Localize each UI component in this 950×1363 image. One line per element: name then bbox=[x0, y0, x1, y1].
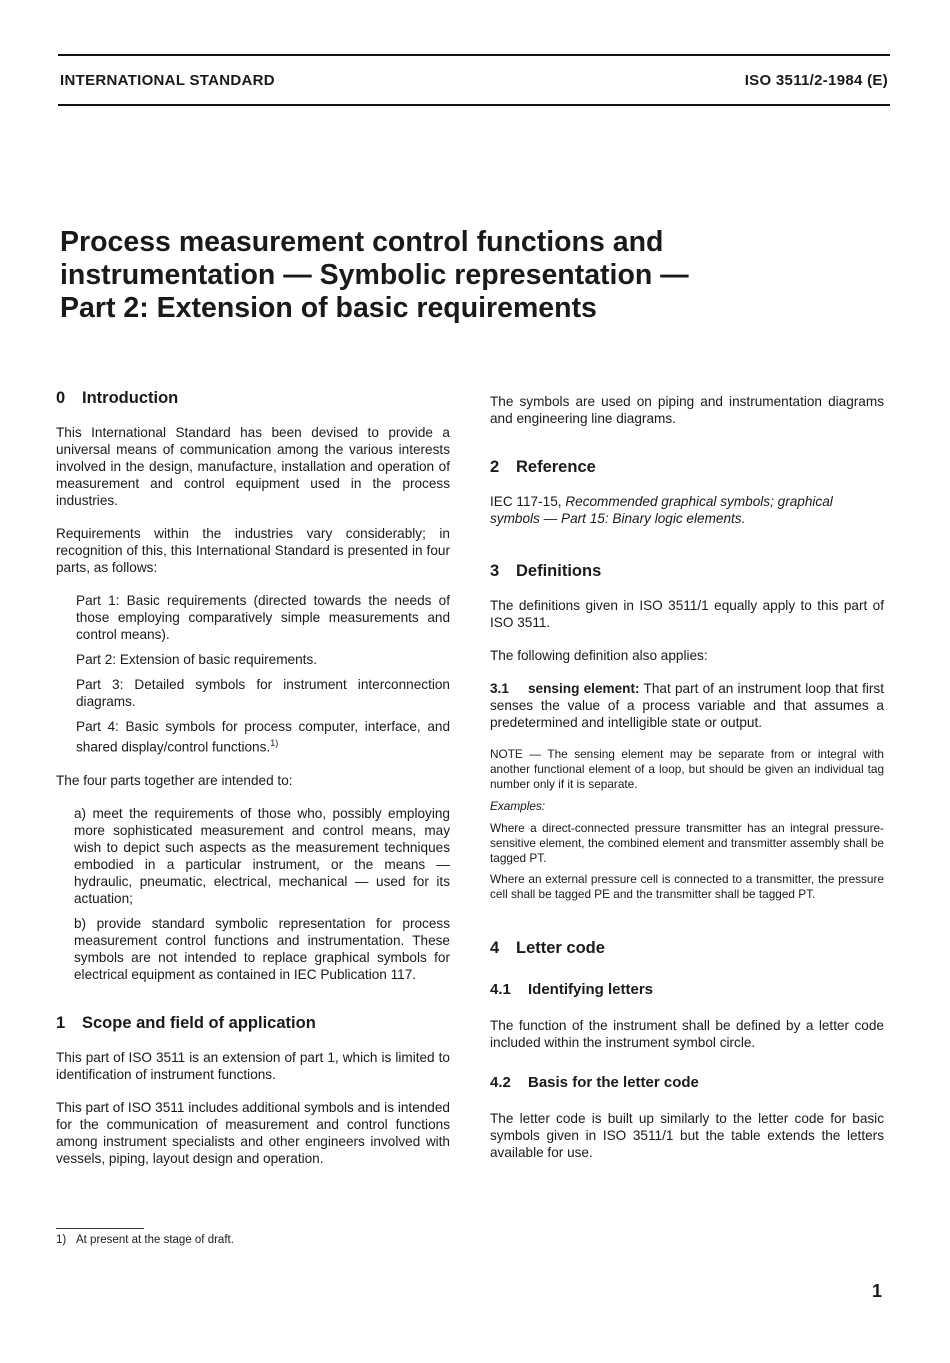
definition-note: NOTE — The sensing element may be separate from or integral with another functional element of a loop, but should be given an individual tag number only if it is separate. bbox=[490, 747, 884, 791]
letter-code-paragraph: The letter code is built up similarly to the letter code for basic symbols given in ISO 3511/1 but the table extends the letters available for use. bbox=[490, 1111, 884, 1160]
definition-term: sensing element: bbox=[528, 681, 640, 696]
example-1: Where a direct-connected pressure transmitter has an integral pressure-sensitive element, the combined element and transmitter assembly shall be tagged PT. bbox=[490, 821, 884, 865]
section-2-heading: 2 Reference bbox=[490, 458, 596, 476]
intro-paragraph-3: The four parts together are intended to: bbox=[56, 772, 293, 788]
section-4-heading: 4 Letter code bbox=[490, 939, 605, 957]
list-item-b: b) provide standard symbolic representation for process measurement control functions and instrumentation. These symbols are not intended to replace graphical symbols for electrical equipment as contained in IEC Publication 117. bbox=[74, 915, 450, 982]
section-0-heading: 0 Introduction bbox=[56, 389, 179, 407]
page-number: 1 bbox=[871, 1281, 882, 1301]
list-item-a: a) meet the requirements of those who, possibly employing more sophisticated measurement and control means, may wish to depict such aspects as the measurement techniques embodied in a particular instrument, or the means — hydraulic, pneumatic, electrical, mechanical — used for its actuation; bbox=[74, 805, 450, 906]
intro-paragraph-2: Requirements within the industries vary considerably; in recognition of this, this International Standard is presented in four parts, as follows: bbox=[56, 526, 450, 575]
left-column bbox=[56, 388, 450, 1167]
header-top-rule bbox=[58, 54, 890, 56]
part-2-item: Part 2: Extension of basic requirements. bbox=[76, 652, 318, 667]
section-4-1-heading: 4.1 Identifying letters bbox=[490, 981, 654, 998]
title-line-3: Part 2: Extension of basic requirements bbox=[60, 292, 597, 324]
examples-label: Examples: bbox=[490, 799, 546, 813]
section-4-2-heading: 4.2 Basis for the letter code bbox=[490, 1074, 699, 1091]
right-column bbox=[490, 393, 884, 1161]
symbols-usage-paragraph: The symbols are used on piping and instrumentation diagrams and engineering line diagrams. bbox=[490, 394, 884, 426]
reference-title: Recommended graphical symbols; graphical symbols — Part 15: Binary logic elements. bbox=[490, 494, 833, 526]
part-1-item: Part 1: Basic requirements (directed towards the needs of those employing comparatively simple measurements and control means). bbox=[76, 593, 450, 642]
example-2: Where an external pressure cell is connected to a transmitter, the pressure cell shall be tagged PE and the transmitter shall be tagged PT. bbox=[490, 872, 884, 901]
definitions-paragraph-2: The following definition also applies: bbox=[490, 648, 708, 663]
intro-paragraph-1: This International Standard has been devised to provide a universal means of communication among the various interests involved in the design, manufacture, installation and operation of measurement and control equipment used in the process industries. bbox=[56, 425, 450, 508]
footnote: 1) At present at the stage of draft. bbox=[56, 1234, 234, 1246]
part-3-item: Part 3: Detailed symbols for instrument interconnection diagrams. bbox=[76, 677, 450, 709]
title-line-1: Process measurement control functions and bbox=[60, 226, 664, 258]
definitions-paragraph-1: The definitions given in ISO 3511/1 equally apply to this part of ISO 3511. bbox=[490, 598, 884, 630]
document-title bbox=[60, 226, 860, 325]
definition-3-1: 3.1 sensing element: That part of an instrument loop that first senses the value of a process variable and that assumes a predetermined and intelligible state or output. bbox=[490, 681, 885, 730]
footnote-rule bbox=[56, 1228, 144, 1229]
section-1-heading: 1 Scope and field of application bbox=[56, 1013, 316, 1032]
footnote-ref: 1) bbox=[270, 738, 279, 748]
header-doc-number: ISO 3511/2-1984 (E) bbox=[744, 72, 888, 89]
scope-paragraph-2: This part of ISO 3511 includes additional symbols and is intended for the communication of measurement and control functions among instrument specialists and other engineers involved with vessels, piping, layout design and operation. bbox=[56, 1099, 450, 1166]
section-3-heading: 3 Definitions bbox=[490, 562, 602, 580]
reference-entry: IEC 117-15, Recommended graphical symbols; graphical symbols — Part 15: Binary logic elements. bbox=[490, 494, 833, 526]
title-line-2: instrumentation — Symbolic representation — bbox=[60, 259, 689, 291]
part-4-item: Part 4: Basic symbols for process computer, interface, and shared display/control functions.$^{1)}$ bbox=[76, 719, 450, 755]
scope-paragraph-1: This part of ISO 3511 is an extension of part 1, which is limited to identification of instrument functions. bbox=[56, 1049, 450, 1082]
identifying-letters-paragraph: The function of the instrument shall be defined by a letter code included within the instrument symbol circle. bbox=[490, 1018, 884, 1050]
header-standard-label: INTERNATIONAL STANDARD bbox=[60, 72, 275, 89]
header-bottom-rule bbox=[58, 104, 890, 106]
